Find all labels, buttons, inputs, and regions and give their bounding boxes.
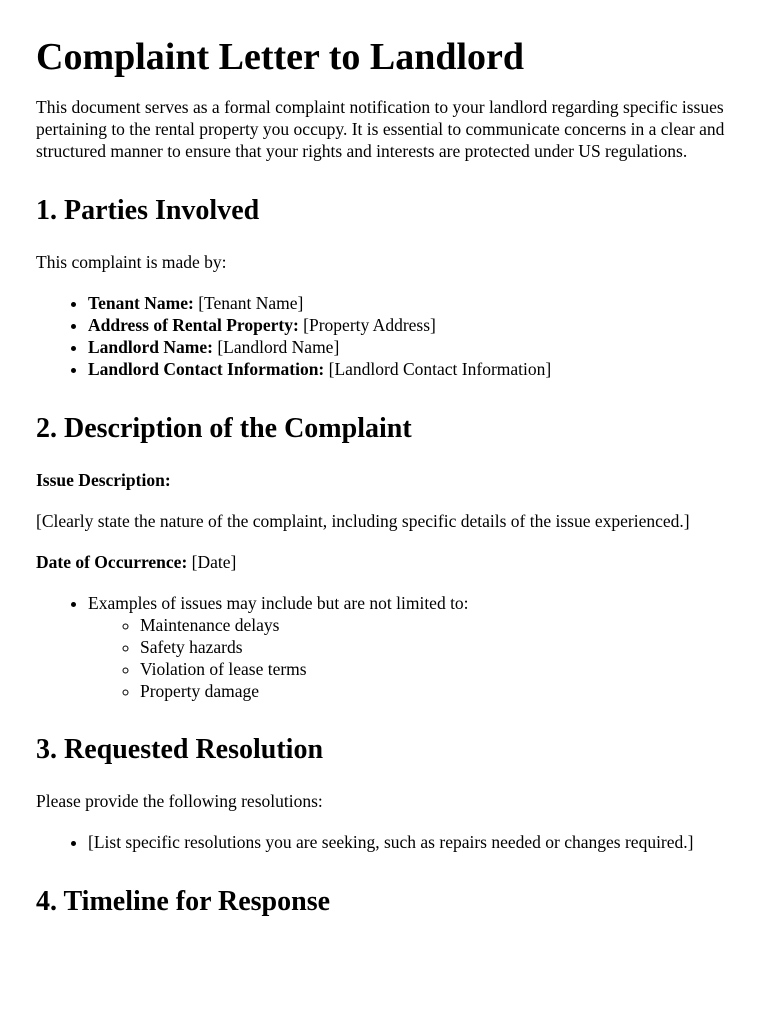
list-item: • [List specific resolutions you are seeking, such as repairs needed or changes required.] <box>88 831 734 853</box>
resolution-list <box>36 831 734 853</box>
list-item-value: [Tenant Name] <box>193 293 304 313</box>
parties-list <box>36 292 734 380</box>
date-label: Date of Occurrence: <box>36 552 188 572</box>
list-item <box>88 292 734 314</box>
section-heading-timeline: 4. Timeline for Response <box>36 886 331 917</box>
list-item: ◦ Safety hazards <box>140 636 734 658</box>
list-item: ◦ Violation of lease terms <box>140 658 734 680</box>
list-item: ◦ Maintenance delays <box>140 614 734 636</box>
list-item-label: Landlord Name: <box>88 337 213 357</box>
examples-list <box>36 592 734 702</box>
issue-description-text: [Clearly state the nature of the complaint, including specific details of the issue experienced.] <box>36 511 690 531</box>
examples-lead: Examples of issues may include but are not limited to: <box>88 593 469 613</box>
list-item <box>88 358 734 380</box>
date-of-occurrence <box>36 551 734 573</box>
resolution-lead: Please provide the following resolutions: <box>36 791 323 811</box>
list-item-value: [Landlord Name] <box>212 337 340 357</box>
date-value: [Date] <box>187 552 237 572</box>
section-heading-parties: 1. Parties Involved <box>36 195 260 226</box>
section-heading-description: 2. Description of the Complaint <box>36 413 412 444</box>
list-item-value: [Landlord Contact Information] <box>324 359 552 379</box>
list-item <box>88 592 734 702</box>
issue-description-label: Issue Description: <box>36 470 171 490</box>
list-item <box>88 336 734 358</box>
list-item <box>88 314 734 336</box>
list-item-label: Landlord Contact Information: <box>88 359 325 379</box>
list-item-label: Tenant Name: <box>88 293 194 313</box>
document-title: Complaint Letter to Landlord <box>36 36 525 78</box>
examples-sublist <box>88 614 734 702</box>
parties-lead: This complaint is made by: <box>36 252 227 272</box>
list-item: ◦ Property damage <box>140 680 734 702</box>
section-heading-resolution: 3. Requested Resolution <box>36 734 324 765</box>
intro-paragraph: This document serves as a formal complaint notification to your landlord regarding specific issues pertaining to the rental property you occupy. It is essential to communicate concerns in a clear and structured manner to ensure that your rights and interests are protected under US regulations. <box>36 97 725 161</box>
list-item-label: Address of Rental Property: <box>88 315 299 335</box>
list-item-value: [Property Address] <box>298 315 436 335</box>
